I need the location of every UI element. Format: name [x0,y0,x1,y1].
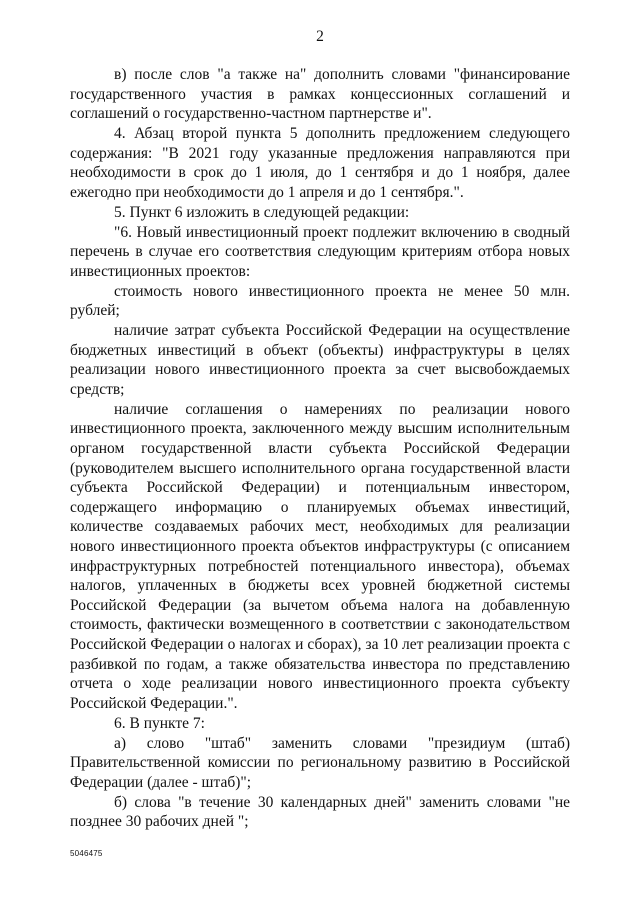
paragraph-amendment-a: а) слово "штаб" заменить словами "президиум (штаб) Правительственной комиссии по региональному развитию в Российской Федерации (далее - штаб)"; [70,734,570,791]
paragraph-amendment-v: в) после слов "а также на" дополнить словами "финансирование государственного участия в рамках концессионных соглашений и соглашений о государственно-частном партнерстве и". [70,66,570,123]
paragraph-new-item-6: "6. Новый инвестиционный проект подлежит включению в сводный перечень в случае его соответствия следующим критериям отбора новых инвестиционных проектов: [70,223,570,280]
paragraph-item-6: 6. В пункте 7: [114,714,205,732]
document-body [70,65,570,832]
paragraph-criterion-expenses: наличие затрат субъекта Российской Федерации на осуществление бюджетных инвестиций в объект (объекты) инфраструктуры в целях реализации нового инвестиционного проекта за счет высвобождаемых средств; [70,322,570,398]
paragraph-amendment-b: б) слова "в течение 30 календарных дней" заменить словами "не позднее 30 рабочих дней "; [70,793,570,831]
paragraph-criterion-agreement: наличие соглашения о намерениях по реализации нового инвестиционного проекта, заключенного между высшим исполнительным органом государственной власти субъекта Российской Федерации (руководителем высшего исполнительного органа государственной власти субъекта Российской Федерации) и потенциальным инвестором, содержащего информацию о планируемых объемах инвестиций, количестве создаваемых рабочих мест, необходимых для реализации нового инвестиционного проекта объектов инфраструктуры (с описанием инфраструктурных потребностей потенциального инвестора), объемах налогов, уплаченных в бюджеты всех уровней бюджетной системы Российской Федерации (за вычетом объема налога на добавленную стоимость, фактически возмещенного в соответствии с законодательством Российской Федерации о налогах и сборах), за 10 лет реализации проекта с разбивкой по годам, а также обязательства инвестора по представлению отчета о ходе реализации нового инвестиционного проекта субъекту Российской Федерации.". [70,400,570,712]
paragraph-item-4: 4. Абзац второй пункта 5 дополнить предложением следующего содержания: "В 2021 году указанные предложения направляются при необходимости в срок до 1 июля, до 1 сентября и до 1 ноября, далее ежегодно при необходимости до 1 апреля и до 1 сентября.". [70,125,570,201]
paragraph-criterion-cost: стоимость нового инвестиционного проекта не менее 50 млн. рублей; [70,282,570,320]
document-code: 5046475 [70,849,103,858]
page-number: 2 [316,28,324,45]
paragraph-item-5: 5. Пункт 6 изложить в следующей редакции: [114,203,410,221]
